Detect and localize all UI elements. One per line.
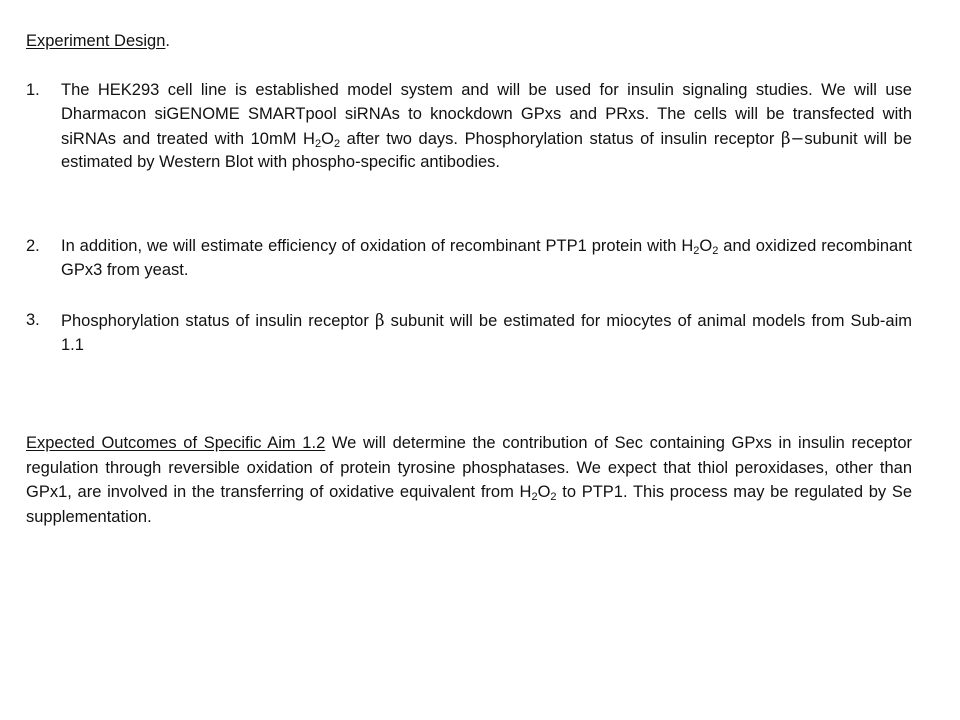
list-item-number: 1. <box>26 81 40 99</box>
text-run: subunit will be estimated by Western Blot with phospho-specific antibodies. <box>61 129 912 172</box>
text-run: O <box>699 237 713 255</box>
section-heading <box>26 31 170 51</box>
text-run: O <box>537 483 551 502</box>
subscript: 2 <box>333 137 341 150</box>
subscript: 2 <box>550 491 557 504</box>
list-item-number: 3. <box>26 311 40 329</box>
subscript: 2 <box>712 245 719 257</box>
list-item <box>26 235 912 283</box>
list-item-text <box>61 309 912 358</box>
list-item <box>26 79 912 175</box>
heading-title: Experiment Design <box>26 32 166 50</box>
subscript: 2 <box>693 245 700 257</box>
outcomes-title: Expected Outcomes of Specific Aim 1.2 <box>26 434 326 452</box>
heading-punct: . <box>165 32 170 50</box>
text-run: The HEK293 cell line is established model system and will be used for insulin signaling studies. We will use Dharmacon siGENOME SMARTpool siRNAs to knockdown GPxs and PRxs. The cells will be transfected with siRNAs and treated with 10mM H <box>61 81 912 148</box>
list-item-text <box>61 79 912 175</box>
list-item-number: 2. <box>26 237 40 255</box>
subscript: 2 <box>531 491 538 504</box>
subscript: 2 <box>314 137 322 150</box>
text-run: O <box>321 129 334 148</box>
text-run: In addition, we will estimate efficiency of oxidation of recombinant PTP1 protein with H <box>61 237 694 255</box>
text-run: We will determine the contribution of Sec containing GPxs in insulin receptor regulation through reversible oxidation of protein tyrosine phosphatases. We expect that thiol peroxidases, other than GPx1, are involved in the transferring of oxidative equivalent from H <box>26 434 912 502</box>
greek-symbol: β <box>374 311 385 330</box>
text-run: after two days. Phosphorylation status of insulin receptor <box>340 129 781 148</box>
greek-symbol: β− <box>780 128 805 148</box>
text-run: to PTP1. This process may be regulated by Se supplementation. <box>26 483 912 526</box>
text-run: and oxidized recombinant GPx3 from yeast. <box>61 237 912 279</box>
expected-outcomes-paragraph <box>26 431 912 529</box>
list-item <box>26 309 912 358</box>
text-run: subunit will be estimated for miocytes of animal models from Sub-aim 1.1 <box>61 312 912 354</box>
text-run: Phosphorylation status of insulin receptor <box>61 312 375 330</box>
list-item-text <box>61 235 912 283</box>
